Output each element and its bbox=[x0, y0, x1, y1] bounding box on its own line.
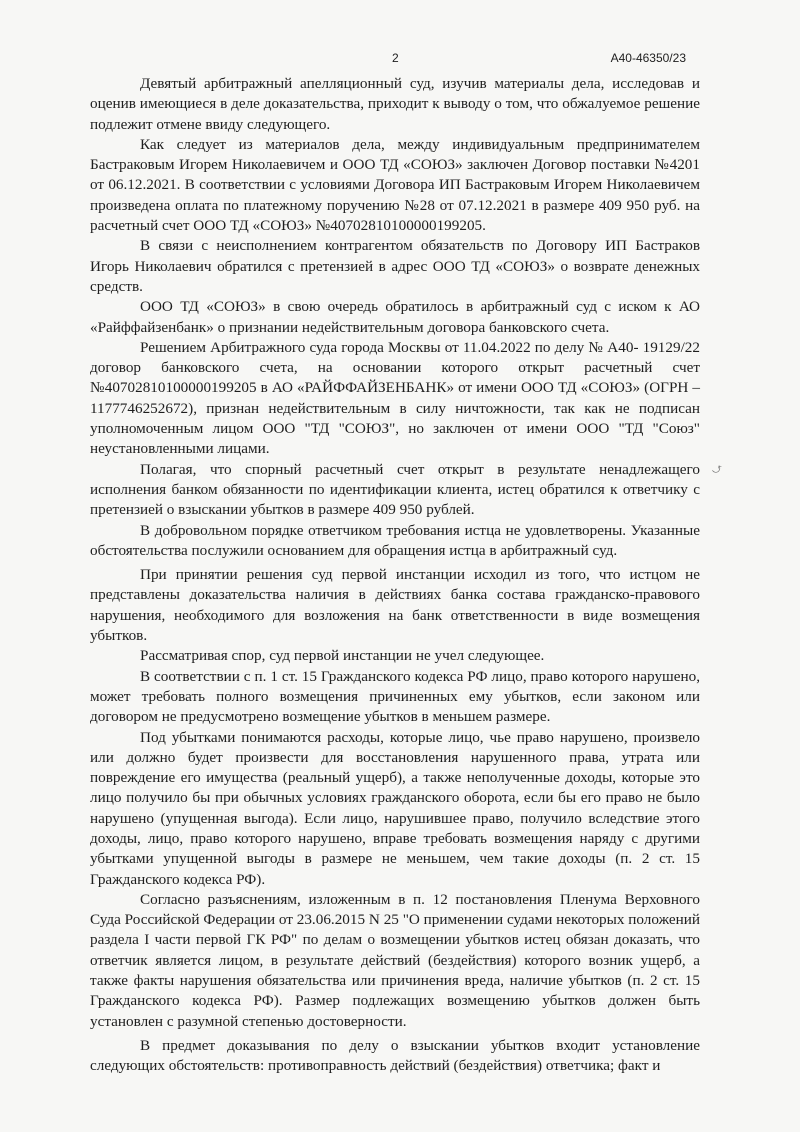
pen-mark-icon: ⤻ bbox=[709, 462, 725, 477]
document-body bbox=[90, 74, 700, 1077]
paragraph-1: Девятый арбитражный апелляционный суд, изучив материалы дела, исследовав и оценив имеющиеся в деле доказательства, приходит к выводу о том, что обжалуемое решение подлежит отмене ввиду следующего. bbox=[90, 75, 700, 133]
paragraph-2: Как следует из материалов дела, между индивидуальным предпринимателем Бастраковым Игорем Николаевичем и ООО ТД «СОЮЗ» заключен Договор поставки №4201 от 06.12.2021. В соответствии с условиями Договора ИП Бастраковым Игорем Николаевичем произведена оплата по платежному поручению №28 от 07.12.2021 в размере 409 950 руб. на расчетный счет ООО ТД «СОЮЗ» №40702810100000199205. bbox=[90, 135, 700, 235]
paragraph-5: Решением Арбитражного суда города Москвы от 11.04.2022 по делу № А40- 19129/22 договор банковского счета, на основании которого открыт расчетный счет №40702810100000199205 в АО «РАЙФФАЙЗЕНБАНК» от имени ООО ТД «СОЮЗ» (ОГРН – 1177746252672), признан недействительным в силу ничтожности, так как не подписан уполномоченным лицом ООО "ТД "СОЮЗ", но заключен от имени ООО "ТД "Союз" неустановленными лицами. bbox=[90, 338, 700, 458]
paragraph-3: В связи с неисполнением контрагентом обязательств по Договору ИП Бастраков Игорь Николаевич обратился с претензией в адрес ООО ТД «СОЮЗ» о возврате денежных средств. bbox=[90, 237, 700, 295]
paragraph-7: В добровольном порядке ответчиком требования истца не удовлетворены. Указанные обстоятельства послужили основанием для обращения истца в арбитражный суд. bbox=[90, 521, 700, 559]
paragraph-10: В соответствии с п. 1 ст. 15 Гражданского кодекса РФ лицо, право которого нарушено, может требовать полного возмещения причиненных ему убытков, если законом или договором не предусмотрено возмещение убытков в меньшем размере. bbox=[90, 667, 700, 726]
page-number: 2 bbox=[392, 51, 399, 65]
paragraph-6: Полагая, что спорный расчетный счет открыт в результате ненадлежащего исполнения банком обязанности по идентификации клиента, истец обратился к ответчику с претензией о взыскании убытков в размере 409 950 рублей. bbox=[90, 460, 700, 519]
paragraph-11: Под убытками понимаются расходы, которые лицо, чье право нарушено, произвело или должно будет произвести для восстановления нарушенного права, утрата или повреждение его имущества (реальный ущерб), а также неполученные доходы, которые это лицо получило бы при обычных условиях гражданского оборота, если бы его право не было нарушено (упущенная выгода). Если лицо, нарушившее право, получило вследствие этого доходы, лицо, право которого нарушено, вправе требовать возмещения наряду с другими убытками упущенной выгоды в размере не меньшем, чем такие доходы (п. 2 ст. 15 Гражданского кодекса РФ). bbox=[90, 728, 700, 888]
paragraph-12: Согласно разъяснениям, изложенным в п. 12 постановления Пленума Верховного Суда Российской Федерации от 23.06.2015 N 25 "О применении судами некоторых положений раздела I части первой ГК РФ" по делам о возмещении убытков истец обязан доказать, что ответчик является лицом, в результате действий (бездействия) которого возник ущерб, а также факты нарушения обязательства или причинения вреда, наличие убытков (п. 2 ст. 15 Гражданского кодекса РФ). Размер подлежащих возмещению убытков должен быть установлен с разумной степенью достоверности. bbox=[90, 890, 700, 1030]
paragraph-13: В предмет доказывания по делу о взыскании убытков входит установление следующих обстоятельств: противоправность действий (бездействия) ответчика; факт и bbox=[90, 1036, 700, 1075]
paragraph-4: ООО ТД «СОЮЗ» в свою очередь обратилось в арбитражный суд с иском к АО «Райффайзенбанк» о признании недействительным договора банковского счета. bbox=[90, 298, 700, 336]
paragraph-8: При принятии решения суд первой инстанции исходил из того, что истцом не представлены доказательства наличия в действиях банка состава гражданско-правового нарушения, необходимого для возложения на банк ответственности в виде возмещения убытков. bbox=[90, 566, 700, 645]
case-number: А40-46350/23 bbox=[610, 51, 686, 65]
paragraph-9: Рассматривая спор, суд первой инстанции не учел следующее. bbox=[140, 647, 545, 665]
